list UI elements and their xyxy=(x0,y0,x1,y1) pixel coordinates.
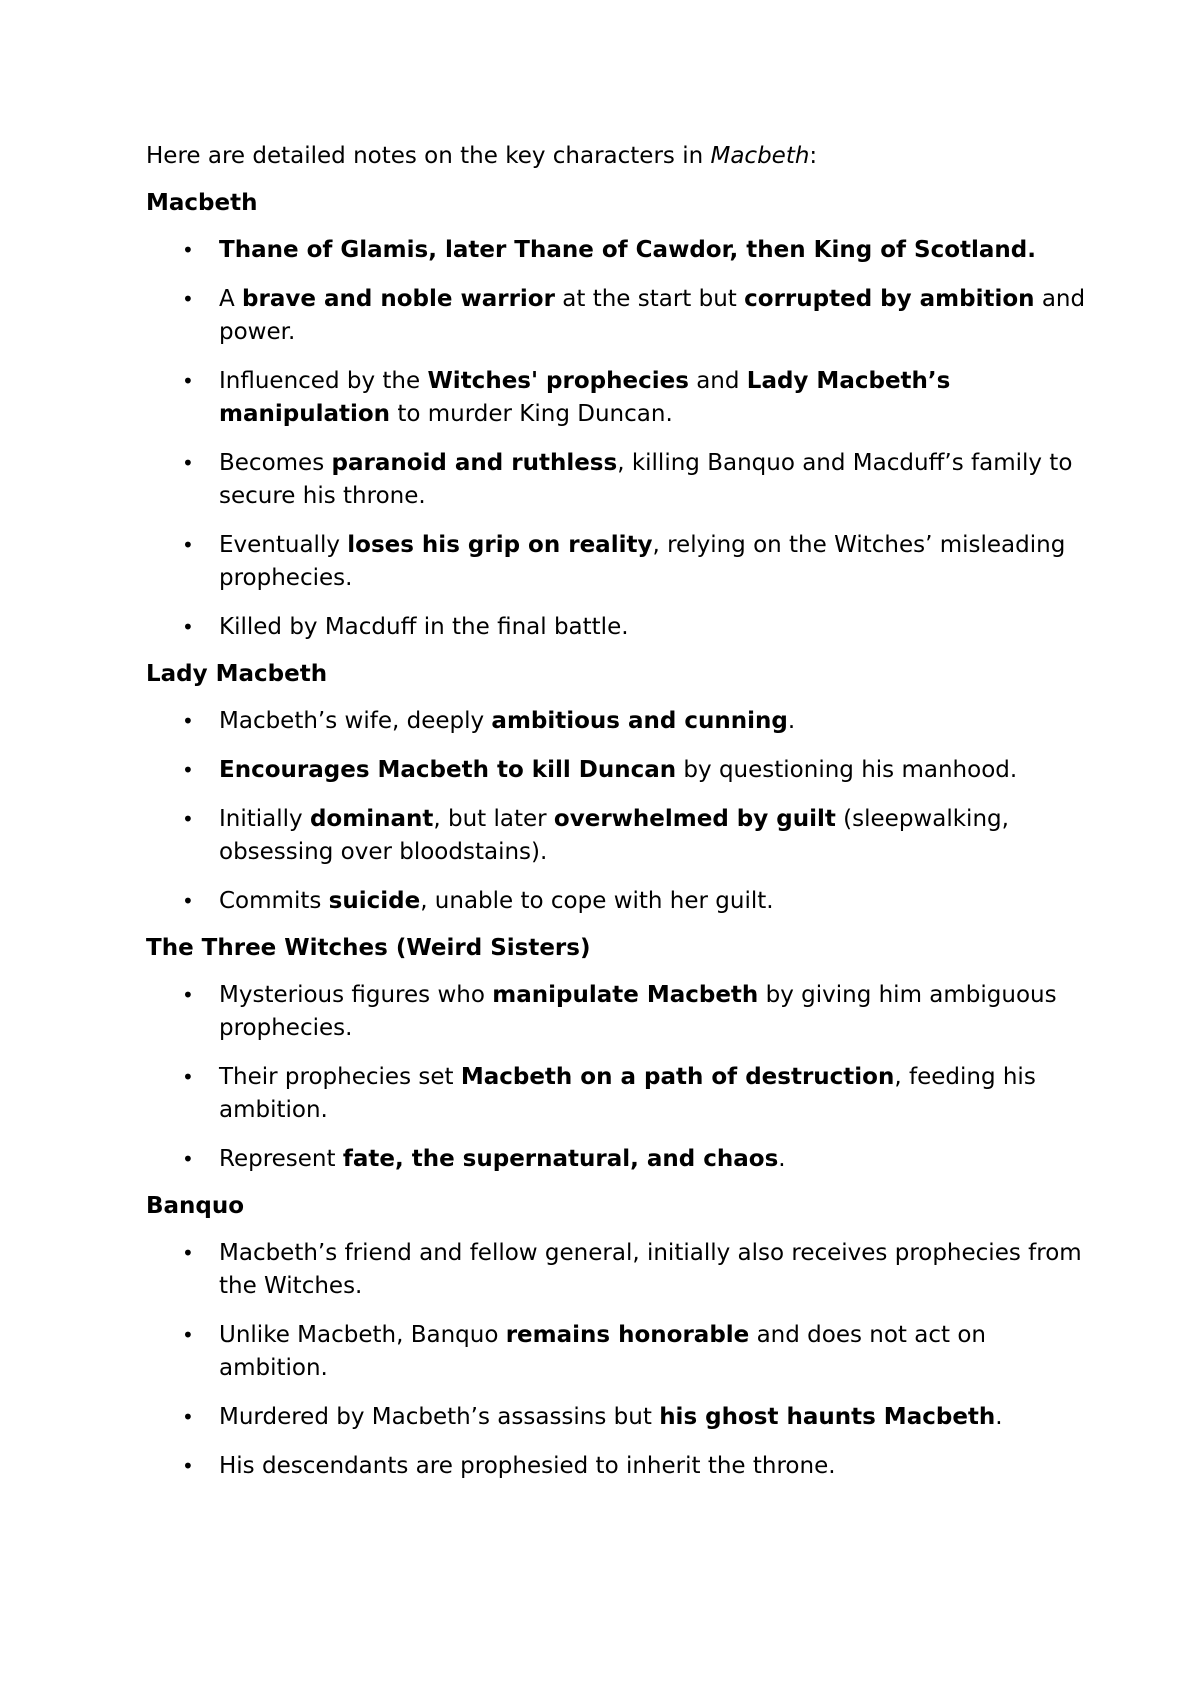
list-item xyxy=(146,1319,1096,1385)
bold-text: Witches' prophecies xyxy=(427,368,689,394)
text-run: Murdered by Macbeth’s assassins but xyxy=(219,1404,660,1430)
section-heading: The Three Witches (Weird Sisters) xyxy=(146,935,591,961)
text-run: Becomes xyxy=(219,450,332,476)
bullet-icon: • xyxy=(182,287,194,311)
text-run: Mysterious figures who xyxy=(219,982,493,1008)
list-item xyxy=(146,803,1096,869)
bold-text: corrupted by ambition xyxy=(744,286,1035,312)
list-item xyxy=(146,1143,1096,1176)
bold-text: loses his grip on reality xyxy=(347,532,653,558)
text-run: A xyxy=(219,286,243,312)
document-page xyxy=(146,140,1096,1497)
bullet-icon: • xyxy=(182,615,194,639)
text-run: Unlike Macbeth, Banquo xyxy=(219,1322,506,1348)
text-run: , unable to cope with her guilt. xyxy=(420,888,774,914)
text-run: Initially xyxy=(219,806,310,832)
bullet-icon: • xyxy=(182,1147,194,1171)
bold-text: brave and noble warrior xyxy=(242,286,555,312)
bullet-icon: • xyxy=(182,369,194,393)
bullet-icon: • xyxy=(182,807,194,831)
list-item xyxy=(146,1450,1096,1483)
section-heading: Banquo xyxy=(146,1193,245,1219)
bullet-icon: • xyxy=(182,1454,194,1478)
intro-paragraph xyxy=(146,140,1096,173)
list-item xyxy=(146,754,1096,787)
text-run: , but later xyxy=(433,806,554,832)
text-run: and power. xyxy=(219,286,1086,345)
list-item xyxy=(146,1401,1096,1434)
text-run: . xyxy=(995,1404,1003,1430)
text-run: and does not act on ambition. xyxy=(219,1322,986,1381)
bold-text: overwhelmed by guilt xyxy=(553,806,836,832)
bullet-icon: • xyxy=(182,238,194,262)
text-run: by questioning his manhood. xyxy=(676,757,1018,783)
text-run: by giving him ambiguous prophecies. xyxy=(219,982,1057,1041)
bold-text: manipulate Macbeth xyxy=(492,982,759,1008)
text-run: Represent xyxy=(219,1146,343,1172)
text-run: . xyxy=(787,708,796,734)
text-run: Their prophecies set xyxy=(219,1064,461,1090)
bold-text: dominant xyxy=(309,806,434,832)
intro-prefix: Here are detailed notes on the key characters in xyxy=(146,143,711,169)
text-run: Commits xyxy=(219,888,329,914)
text-run: Macbeth’s friend and fellow general, initially also receives prophecies from the Witches. xyxy=(219,1240,1082,1299)
list-item xyxy=(146,885,1096,918)
text-run: (sleepwalking, obsessing over bloodstains). xyxy=(219,806,1009,865)
bullet-icon: • xyxy=(182,451,194,475)
text-run: to murder King Duncan. xyxy=(390,401,673,427)
bullet-icon: • xyxy=(182,1323,194,1347)
sections-container xyxy=(146,187,1096,1483)
text-run: , killing Banquo and Macduff’s family to secure his throne. xyxy=(219,450,1073,509)
text-run: Influenced by the xyxy=(219,368,428,394)
list-item xyxy=(146,447,1096,513)
bullet-icon: • xyxy=(182,889,194,913)
intro-title: Macbeth xyxy=(710,143,810,169)
intro-suffix: : xyxy=(809,143,818,169)
bullet-list xyxy=(146,1237,1096,1483)
list-item xyxy=(146,611,1096,644)
bullet-icon: • xyxy=(182,1241,194,1265)
bold-text: Thane of Glamis, later Thane of Cawdor, then King of Scotland. xyxy=(219,237,1036,263)
bold-text: Macbeth on a path of destruction xyxy=(460,1064,895,1090)
list-item xyxy=(146,529,1096,595)
bold-text: ambitious and cunning xyxy=(491,708,788,734)
bullet-icon: • xyxy=(182,983,194,1007)
text-run: His descendants are prophesied to inherit the throne. xyxy=(219,1453,836,1479)
bold-text: remains honorable xyxy=(505,1322,750,1348)
bullet-list xyxy=(146,979,1096,1176)
text-run: and xyxy=(688,368,747,394)
text-run: Eventually xyxy=(219,532,348,558)
text-run: at the start but xyxy=(554,286,745,312)
bullet-list xyxy=(146,234,1096,644)
bold-text: his ghost haunts Macbeth xyxy=(659,1404,996,1430)
bold-text: fate, the supernatural, and chaos xyxy=(342,1146,779,1172)
section-heading: Macbeth xyxy=(146,190,258,216)
bold-text: Lady Macbeth’s manipulation xyxy=(219,368,951,427)
list-item xyxy=(146,1237,1096,1303)
list-item xyxy=(146,705,1096,738)
bold-text: paranoid and ruthless xyxy=(331,450,618,476)
text-run: Killed by Macduff in the final battle. xyxy=(219,614,629,640)
bullet-icon: • xyxy=(182,709,194,733)
list-item xyxy=(146,234,1096,267)
list-item xyxy=(146,283,1096,349)
text-run: . xyxy=(778,1146,786,1172)
bullet-icon: • xyxy=(182,533,194,557)
bullet-icon: • xyxy=(182,1405,194,1429)
text-run: , relying on the Witches’ misleading prophecies. xyxy=(219,532,1066,591)
bold-text: Encourages Macbeth to kill Duncan xyxy=(219,757,677,783)
bullet-icon: • xyxy=(182,758,194,782)
bullet-list xyxy=(146,705,1096,918)
bold-text: suicide xyxy=(328,888,421,914)
bullet-icon: • xyxy=(182,1065,194,1089)
section-heading: Lady Macbeth xyxy=(146,661,328,687)
list-item xyxy=(146,365,1096,431)
list-item xyxy=(146,979,1096,1045)
text-run: Macbeth’s wife, deeply xyxy=(219,708,492,734)
list-item xyxy=(146,1061,1096,1127)
text-run: , feeding his ambition. xyxy=(219,1064,1036,1123)
